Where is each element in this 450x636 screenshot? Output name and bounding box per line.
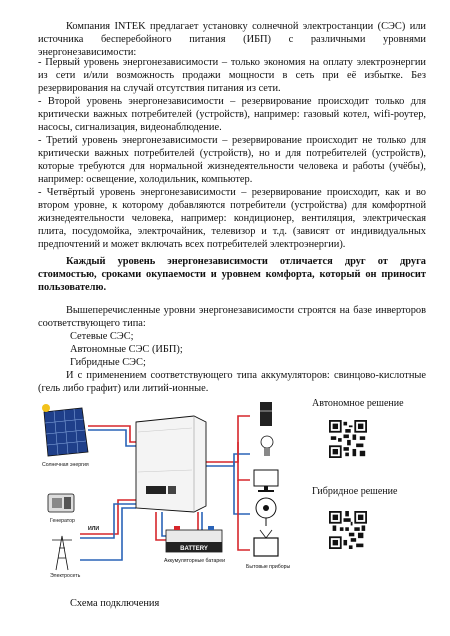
level-1-paragraph: - Первый уровень энергонезависимости – только экономия на оплату электроэнергии из сети и/или возможность продажи мощности в сеть при её избытке. Без резервирования на случай отсутствия питания из сети. [38,57,426,94]
emphasis-paragraph: Каждый уровень энергонезависимости отличается друг от друга стоимостью, сроками окупаемости и уровнем комфорта, который он приносит пользователю. [38,256,426,293]
battery-icon [166,526,222,552]
generator-icon [48,494,74,512]
solar-panel-icon [42,404,88,456]
intro-paragraph: Компания INTEK предлагает установку солнечной электростанции (СЭС) или источника бесперебойного питания (ИБП) с различными уровнями энергонезависимости: [38,21,426,58]
batteries-paragraph: И с применением соответствующего типа аккумуляторов: свинцово-кислотные (гель либо графит) или литий-ионные. [38,370,426,394]
diagram-caption: Схема подключения [70,598,160,609]
power-line-icon [52,536,72,570]
appliances-label: Бытовые приборы [246,564,291,570]
light-bulb-icon [261,436,273,456]
inverters-paragraph: Вышеперечисленные уровни энергонезависимости строятся на базе инверторов соответствующего типа: [38,305,426,329]
computer-icon [254,470,278,492]
autonomous-qr-code [329,420,367,458]
battery-label: Аккумуляторные батареи [164,558,226,564]
hybrid-solution-label: Гибридное решение [312,486,398,497]
grid-label: Электросеть [50,573,81,579]
solar-energy-label: Солнечная энергия [42,462,89,468]
connection-diagram [38,402,300,580]
inverter-icon [136,416,206,512]
level-4-paragraph: - Четвёртый уровень энергонезависимости – резервирование происходит, как и во втором уровне, к которому добавляются потребители (устройства) для комфортной жизнедеятельности человека, например: кондиционер, вентиляция, электрическая плита, посудомойка, электрочайник, телевизор и т.д. (зависят от индивидуальных предпочтений и может включать всех потребителей электроэнергии). [38,187,426,250]
or-label: ИЛИ [88,526,100,532]
inverter-type-autonomous: Автономные СЭС (ИБП); [70,344,183,355]
hybrid-qr-code [329,511,367,549]
level-3-paragraph: - Третий уровень энергонезависимости – резервирование происходит не только для критически важных потребителей (устройств), но и для потребителей (устройств), которые требуются для нормальной жизнедеятельности человека и работы (учёбы), например: освещение, холодильник, компьютер. [38,135,426,185]
inverter-type-hybrid: Гибридные СЭС; [70,357,146,368]
generator-label: Генератор [50,518,75,524]
tv-icon [254,530,278,556]
inverter-type-grid: Сетевые СЭС; [70,331,134,342]
battery-text: BATTERY [180,546,208,552]
fan-icon [256,498,276,526]
fridge-icon [260,402,272,426]
level-2-paragraph: - Второй уровень энергонезависимости – резервирование происходит только для критически важных потребителей (устройств), например: газовый котел, wifi-роутер, насосы, сигнализация, видеонаблюдение. [38,96,426,133]
autonomous-solution-label: Автономное решение [312,398,404,409]
